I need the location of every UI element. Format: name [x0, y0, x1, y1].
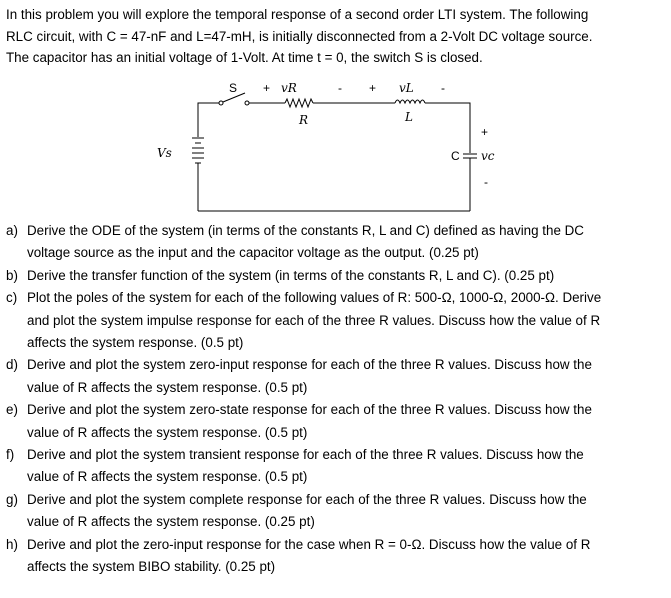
resistor-symbol — [285, 99, 313, 107]
question-item — [6, 534, 666, 579]
vc-plus-sign: + — [481, 125, 489, 139]
question-text-line: affects the system BIBO stability. (0.25 pt) — [27, 559, 276, 575]
question-label: g) — [6, 491, 18, 507]
vr-plus-sign: + — [263, 81, 271, 95]
question-text-line: Derive and plot the system zero-input response for each of the three R values. Discuss how the — [27, 357, 592, 373]
switch-terminal-right — [245, 101, 249, 105]
question-text-line: affects the system response. (0.5 pt) — [27, 335, 244, 351]
switch-label: S — [229, 81, 238, 95]
source-label: Vs — [157, 146, 172, 160]
vl-plus-sign: + — [369, 81, 377, 95]
question-item — [6, 265, 666, 287]
wire-left-top — [198, 103, 219, 137]
question-item — [6, 354, 666, 399]
question-text-line: Derive and plot the system transient response for each of the three R values. Discuss how the — [27, 447, 584, 463]
question-label: f) — [6, 447, 15, 463]
vl-label: vL — [399, 81, 414, 95]
question-label: h) — [6, 536, 18, 552]
question-text-line: value of R affects the system response. (0.5 pt) — [27, 424, 308, 440]
rlc-circuit-diagram — [0, 0, 671, 220]
vl-minus-sign: - — [441, 81, 445, 95]
question-item — [6, 399, 666, 444]
question-list — [6, 220, 666, 579]
vr-label: vR — [281, 81, 297, 95]
capacitor-label: C — [451, 149, 460, 163]
question-item — [6, 444, 666, 489]
question-text-line: Derive the ODE of the system (in terms of the constants R, L and C) defined as having the DC — [27, 223, 584, 238]
question-text-line: Derive and plot the system complete response for each of the three R values. Discuss how the — [27, 491, 587, 507]
question-text-line: Plot the poles of the system for each of the following values of R: 500-Ω, 1000-Ω, 2000-Ω. Derive — [27, 290, 602, 306]
question-item — [6, 489, 666, 534]
resistor-label: R — [299, 113, 309, 127]
question-label: a) — [6, 223, 18, 238]
question-item — [6, 220, 666, 265]
question-label: c) — [6, 290, 18, 306]
vc-minus-sign: - — [484, 175, 488, 189]
question-label: b) — [6, 267, 18, 283]
intro-line-3: The capacitor has an initial voltage of 1-Volt. At time t = 0, the switch S is closed. — [6, 50, 483, 65]
vc-label: vc — [481, 149, 495, 163]
question-text-line: voltage source as the input and the capacitor voltage as the output. (0.25 pt) — [27, 245, 479, 261]
question-text-line: and plot the system impulse response for each of the three R values. Discuss how the value of R — [27, 312, 601, 328]
vr-minus-sign: - — [338, 81, 342, 95]
intro-line-2: RLC circuit, with C = 47-nF and L=47-mH, is initially disconnected from a 2-Volt DC voltage source. — [6, 28, 593, 44]
question-text-line: Derive and plot the system zero-state response for each of the three R values. Discuss how the — [27, 402, 592, 418]
question-text-line: value of R affects the system response. (0.5 pt) — [27, 469, 308, 485]
wire-right-top — [425, 103, 470, 153]
question-text-line: value of R affects the system response. (0.25 pt) — [27, 514, 315, 530]
question-text-line: value of R affects the system response. (0.5 pt) — [27, 379, 308, 395]
inductor-label: L — [405, 110, 413, 124]
question-label: d) — [6, 357, 18, 373]
switch-terminal-left — [219, 101, 223, 105]
question-text-line: Derive and plot the zero-input response for the case when R = 0-Ω. Discuss how the value of R — [27, 536, 591, 552]
question-item — [6, 287, 666, 354]
question-text-line: Derive the transfer function of the system (in terms of the constants R, L and C). (0.25 pt) — [27, 267, 555, 283]
inductor-symbol — [395, 100, 425, 103]
question-label: e) — [6, 402, 18, 418]
intro-line-1: In this problem you will explore the temporal response of a second order LTI system. The following — [6, 7, 589, 22]
